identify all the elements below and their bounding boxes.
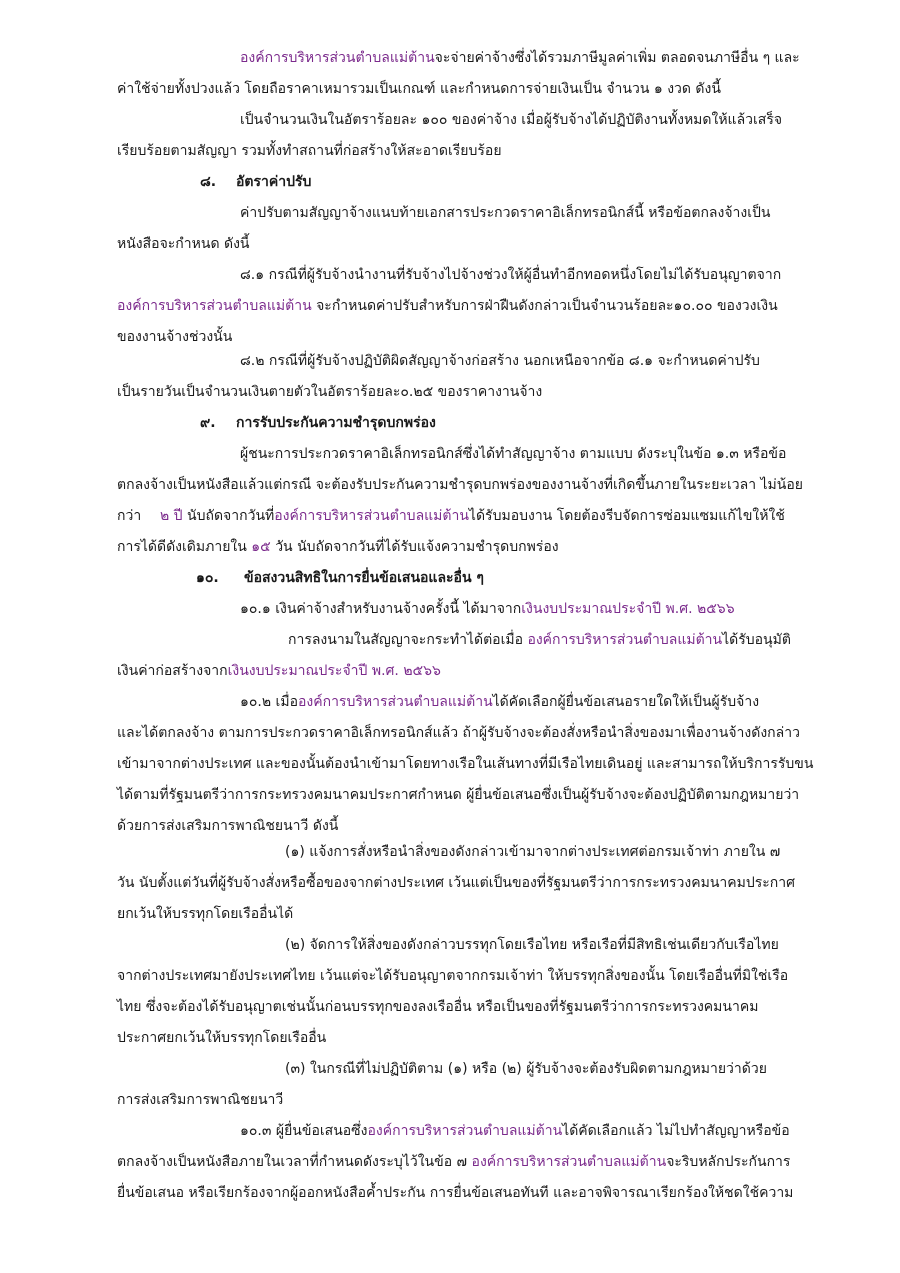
line-text: (๒) จัดการให้สิ่งของดังกล่าวบรรทุกโดยเรือไทย หรือเรือที่มีสิทธิเช่นเดียวกับเรือไทย [285,937,779,953]
line-text: การส่งเสริมการพาณิชยนาวี [117,1092,284,1108]
section-10-heading [196,568,219,588]
line-text: ค่าใช้จ่ายทั้งปวงแล้ว โดยถือราคาเหมารวมเป็นเกณฑ์ และกำหนดการจ่ายเงินเป็น จำนวน ๑ งวด ดังนี้ [117,81,721,97]
payment-line-3 [240,110,782,130]
line-text: เป็นจำนวนเงินในอัตราร้อยละ ๑๐๐ ของค่าจ้าง เมื่อผู้รับจ้างได้ปฏิบัติงานทั้งหมดให้แล้วเสร็จ [240,112,783,128]
highlight-text: องค์การบริหารส่วนตำบลแม่ต้าน [527,632,723,648]
s10-1-line-3 [117,661,441,681]
s10-3-line-2 [117,1152,790,1172]
highlight-text: องค์การบริหารส่วนตำบลแม่ต้าน [471,1154,667,1170]
line-text: ๘. [200,174,217,190]
line-text: ๘.๑ กรณีที่ผู้รับจ้างนำงานที่รับจ้างไปจ้างช่วงให้ผู้อื่นทำอีกทอดหนึ่งโดยไม่ได้รับอนุญาตจาก [240,267,782,283]
s10-1-line-2 [288,630,791,650]
section-9-heading [200,413,216,433]
line-text: ๙. [200,415,216,431]
s10-2-3-line-1 [285,1059,767,1079]
line-text: เป็นรายวันเป็นจำนวนเงินตายตัวในอัตราร้อยละ๐.๒๕ ของราคางานจ้าง [117,384,543,400]
line-text: การลงนามในสัญญาจะกระทำได้ต่อเมื่อ [288,632,528,648]
s9-line-1 [240,444,786,464]
s9-line-4 [117,537,559,557]
s10-2-line-3 [117,754,813,774]
line-text: ได้ตามที่รัฐมนตรีว่าการกระทรวงคมนาคมประกาศกำหนด ผู้ยื่นข้อเสนอซึ่งเป็นผู้รับจ้างจะต้องปฏิบัติตามกฎหมายว่า [117,787,800,803]
line-text: ได้คัดเลือกผู้ยื่นข้อเสนอรายใดให้เป็นผู้รับจ้าง [492,694,760,710]
highlight-text: องค์การบริหารส่วนตำบลแม่ต้าน [117,298,312,314]
line-text: (๓) ในกรณีที่ไม่ปฏิบัติตาม (๑) หรือ (๒) ผู้รับจ้างจะต้องรับผิดตามกฎหมายว่าด้วย [285,1061,767,1077]
line-text: ได้รับอนุมัติ [722,632,791,648]
s10-3-line-3 [117,1183,793,1203]
line-text: จะกำหนดค่าปรับสำหรับการฝ่าฝืนดังกล่าวเป็นจำนวนร้อยละ๑๐.๐๐ ของวงเงิน [311,298,778,314]
line-text: ยื่นข้อเสนอ หรือเรียกร้องจากผู้ออกหนังสือค้ำประกัน การยื่นข้อเสนอทันที และอาจพิจารณาเรียกร้องให้ชดใช้ความ [117,1185,794,1201]
line-text: ข้อสงวนสิทธิในการยื่นข้อเสนอและอื่น ๆ [244,570,484,586]
s10-2-line-4 [117,785,799,805]
line-text: ได้คัดเลือกแล้ว ไม่ไปทำสัญญาหรือข้อ [562,1123,790,1139]
s10-1-line-1 [240,599,735,619]
highlight-text: ๑๕ [251,539,271,555]
line-text: เงินค่าก่อสร้างจาก [117,663,228,679]
s8-1-line-1 [240,265,781,285]
payment-line-2 [117,79,721,99]
s10-2-line-5 [117,816,338,836]
s8-1-line-3 [117,327,232,347]
line-text: เรียบร้อยตามสัญญา รวมทั้งทำสถานที่ก่อสร้างให้สะอาดเรียบร้อย [117,143,502,159]
section-10-title [244,568,484,588]
highlight-text: เงินงบประมาณประจำปี พ.ศ. ๒๕๖๖ [521,601,735,617]
line-text: ไทย ซึ่งจะต้องได้รับอนุญาตเช่นนั้นก่อนบรรทุกของลงเรืออื่น หรือเป็นของที่รัฐมนตรีว่าการกระทรวงคมนาคม [117,999,759,1015]
line-text: นับถัดจากวันที่ [182,508,275,524]
s10-2-line-2 [117,723,800,743]
s10-2-line-1 [240,692,759,712]
line-text: และได้ตกลงจ้าง ตามการประกวดราคาอิเล็กทรอนิกส์แล้ว ถ้าผู้รับจ้างจะต้องสั่งหรือนำสิ่งของมาเพื่องานจ้างดังกล่าว [117,725,800,741]
line-text: ๑๐.๑ เงินค่าจ้างสำหรับงานจ้างครั้งนี้ ได้มาจาก [240,601,522,617]
line-text: จะจ่ายค่าจ้างซึ่งได้รวมภาษีมูลค่าเพิ่ม ตลอดจนภาษีอื่น ๆ และ [434,50,800,66]
section-8-title [236,172,311,192]
s10-2-1-line-1 [285,842,780,862]
highlight-text: องค์การบริหารส่วนตำบลแม่ต้าน [297,694,493,710]
highlight-text: องค์การบริหารส่วนตำบลแม่ต้าน [274,508,469,524]
section-9-title [236,413,436,433]
s10-2-1-line-2 [117,873,795,893]
line-text: วัน นับตั้งแต่วันที่ผู้รับจ้างสั่งหรือซื้อของจากต่างประเทศ เว้นแต่เป็นของที่รัฐมนตรีว่าการกระทรวงคมนาคมประกาศ [117,875,796,891]
s8-2-line-2 [117,382,542,402]
line-text: การได้ดีดังเดิมภายใน [117,539,252,555]
line-text: (๑) แจ้งการสั่งหรือนำสิ่งของดังกล่าวเข้ามาจากต่างประเทศต่อกรมเจ้าท่า ภายใน ๗ [285,844,781,860]
s8-intro-1 [240,203,770,223]
highlight-text: ๒ ปี [160,508,183,524]
line-text: หนังสือจะกำหนด ดังนี้ [117,236,250,252]
line-text: ค่าปรับตามสัญญาจ้างแนบท้ายเอกสารประกวดราคาอิเล็กทรอนิกส์นี้ หรือข้อตกลงจ้างเป็น [240,205,771,221]
line-text: ๑๐.๓ ผู้ยื่นข้อเสนอซึ่ง [240,1123,368,1139]
s10-2-2-line-3 [117,997,758,1017]
line-text: ผู้ชนะการประกวดราคาอิเล็กทรอนิกส์ซึ่งได้ทำสัญญาจ้าง ตามแบบ ดังระบุในข้อ ๑.๓ หรือข้อ [240,446,787,462]
line-text: กว่า [117,508,142,524]
line-text: การรับประกันความชำรุดบกพร่อง [236,415,436,431]
s8-1-line-2 [117,296,778,316]
s10-2-2-line-2 [117,966,788,986]
line-text: อัตราค่าปรับ [236,174,312,190]
highlight-text: องค์การบริหารส่วนตำบลแม่ต้าน [367,1123,563,1139]
line-text: ตกลงจ้างเป็นหนังสือภายในเวลาที่กำหนดดังระบุไว้ในข้อ ๗ [117,1154,472,1170]
line-text: ตกลงจ้างเป็นหนังสือแล้วแต่กรณี จะต้องรับประกันความชำรุดบกพร่องของงานจ้างที่เกิดขึ้นภายในระยะเวลา ไม่น้อย [117,477,803,493]
line-text: ประกาศยกเว้นให้บรรทุกโดยเรืออื่น [117,1030,327,1046]
s10-2-3-line-2 [117,1090,283,1110]
line-text: ได้รับมอบงาน โดยต้องรีบจัดการซ่อมแซมแก้ไขให้ใช้ [468,508,785,524]
s10-2-2-line-4 [117,1028,326,1048]
s10-3-line-1 [240,1121,790,1141]
section-8-heading [200,172,216,192]
line-text: วัน นับถัดจากวันที่ได้รับแจ้งความชำรุดบกพร่อง [270,539,559,555]
s8-intro-2 [117,234,250,254]
line-text: ของงานจ้างช่วงนั้น [117,329,233,345]
s9-line-2 [117,475,803,495]
line-text: ด้วยการส่งเสริมการพาณิชยนาวี ดังนี้ [117,818,339,834]
line-text: ๑๐.๒ เมื่อ [240,694,298,710]
line-text: ยกเว้นให้บรรทุกโดยเรืออื่นได้ [117,906,294,922]
highlight-text: เงินงบประมาณประจำปี พ.ศ. ๒๕๖๖ [227,663,441,679]
s10-2-2-line-1 [285,935,779,955]
s9-line-3a [117,506,141,526]
highlight-text: องค์การบริหารส่วนตำบลแม่ต้าน [240,50,435,66]
s8-2-line-1 [240,351,760,371]
s10-2-1-line-3 [117,904,293,924]
line-text: เข้ามาจากต่างประเทศ และของนั้นต้องนำเข้ามาโดยทางเรือในเส้นทางที่มีเรือไทยเดินอยู่ และสามารถให้บริการรับขน [117,756,814,772]
payment-line-4 [117,141,502,161]
payment-line-1 [240,48,800,68]
line-text: จากต่างประเทศมายังประเทศไทย เว้นแต่จะได้รับอนุญาตจากกรมเจ้าท่า ให้บรรทุกสิ่งของนั้น โดยเรืออื่นที่มิใช่เรือ [117,968,789,984]
line-text: ๑๐. [196,570,219,586]
line-text: จะริบหลักประกันการ [666,1154,791,1170]
s9-line-3b [160,506,785,526]
line-text: ๘.๒ กรณีที่ผู้รับจ้างปฏิบัติผิดสัญญาจ้างก่อสร้าง นอกเหนือจากข้อ ๘.๑ จะกำหนดค่าปรับ [240,353,760,369]
